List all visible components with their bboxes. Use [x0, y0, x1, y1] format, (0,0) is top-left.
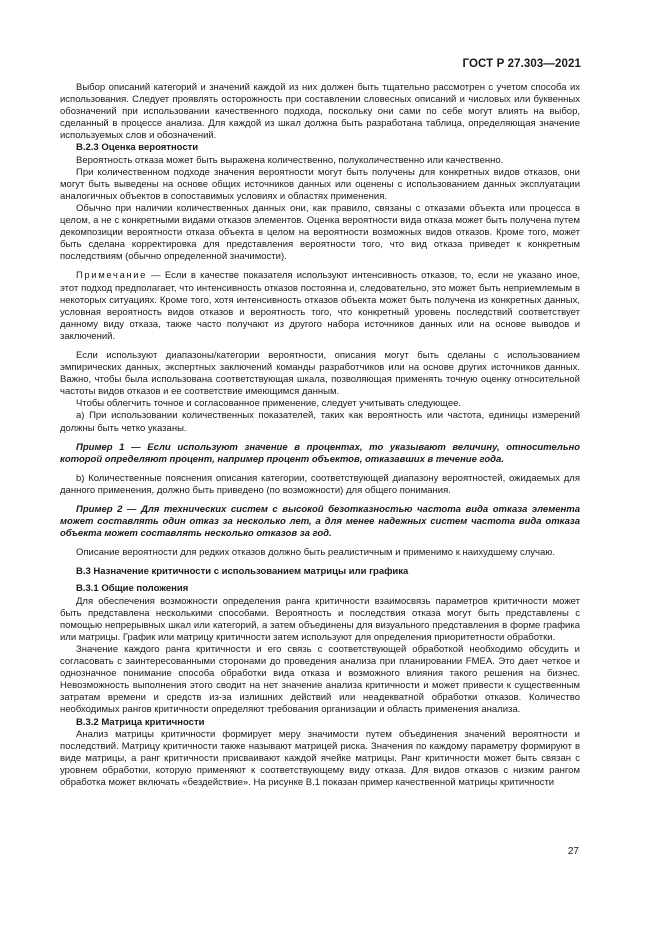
- paragraph: Значение каждого ранга критичности и его связь с соответствующей обработкой необходимо обсудить и согласовать с заинтересованными сторонами до проведения анализа при планировании FMEA. Это дает четкое и однозначное понимание способа обработки вида отказа и возможного влияния такого решения на бизнес. Невозможность выполнения этого сводит на нет значение анализа критичности и может привести к существенным затратам времени и средств из-за излишних действий или неадекватной обработки отказов. Количество необходимых рангов критичности определяют требования организации и область применения анализа.: [60, 643, 580, 716]
- example-2: Пример 2 — Для технических систем с высокой безотказностью частота вида отказа элемента может составлять один отказ за несколько лет, а для менее надежных систем частота вида отказа объекта может составлять несколько отказов за год.: [60, 504, 580, 540]
- document-id-header: ГОСТ Р 27.303—2021: [462, 58, 581, 70]
- paragraph: Выбор описаний категорий и значений каждой из них должен быть тщательно рассмотрен с учетом способа их использования. Следует проявлять осторожность при составлении словесных описаний и числовых или буквенных обозначений при использовании качественного подхода, поскольку они сами по себе могут влиять на выбор, сделанный в процессе анализа. Для каждой из шкал должна быть разработана таблица, определяющая значение используемых слов и обозначений.: [60, 82, 580, 142]
- section-heading-b23: В.2.3 Оценка вероятности: [76, 142, 199, 154]
- note-label: Примечание: [76, 270, 147, 282]
- section-heading-b31: В.3.1 Общие положения: [76, 583, 189, 595]
- example-1: Пример 1 — Если используют значение в процентах, то указывают величину, относительно которой определяют процент, например процент объектов, отказавших в течение года.: [60, 441, 580, 465]
- paragraph: а) При использовании количественных показателей, таких как вероятность или частота, единицы измерений должны быть четко указаны.: [60, 410, 580, 434]
- paragraph: Вероятность отказа может быть выражена количественно, полуколичественно или качественно.: [76, 154, 504, 166]
- section-heading-b3: В.3 Назначение критичности с использованием матрицы или графика: [76, 566, 409, 578]
- paragraph: Если используют диапазоны/категории вероятности, описания могут быть сделаны с использованием эмпирических данных, экспертных заключений команды разработчиков или на основе других источников данных. Важно, чтобы была использована соответствующая шкала, позволяющая применять точную оценку относительной частоты видов отказов и ее соответствие имеющимся данным.: [60, 349, 580, 398]
- paragraph: Чтобы облегчить точное и согласованное применение, следует учитывать следующее.: [76, 398, 462, 410]
- page-number: 27: [567, 846, 579, 857]
- paragraph: При количественном подходе значения вероятности могут быть получены для конкретных видов отказов, они могут быть выведены на основе общих источников данных или оценены с использованием данных эксплуатации аналогичных объектов в сопоставимых условиях и областях применения.: [60, 166, 580, 202]
- page-body: [60, 82, 580, 789]
- note: [60, 270, 580, 343]
- paragraph: Анализ матрицы критичности формирует меру значимости путем объединения значений вероятности и последствий. Матрицу критичности также называют матрицей риска. Значения по каждому параметру формируют в виде матрицы, а ранг критичности присваивают каждой ячейке матрицы. Ранг критичности может быть связан с уровнем обработки, которую применяют к соответствующему виду отказа. Для видов отказов с низким рангом обработка может включать «бездействие». На рисунке В.1 показан пример качественной матрицы критичности: [60, 728, 580, 788]
- section-heading-b32: В.3.2 Матрица критичности: [76, 716, 205, 728]
- paragraph: b) Количественные пояснения описания категории, соответствующей диапазону вероятностей, ожидаемых для данного применения, должно быть приведено (по возможности) для общего понимания.: [60, 472, 580, 496]
- note-text: — Если в качестве показателя используют интенсивность отказов, то, если не указано иное, этот подход предполагает, что интенсивность отказов постоянна и, следовательно, это может быть неприемлемым в некоторых ситуациях. Кроме того, хотя интенсивность отказов объекта может быть получена из конкретных данных, условная вероятность видов отказов и вероятность того, что конкретный уровень последствий соответствует данному виду отказа, также часто получают из другого набора источников данных или на основе выводов и заключений.: [60, 270, 580, 342]
- paragraph: Для обеспечения возможности определения ранга критичности взаимосвязь параметров критичности может быть представлена несколькими способами. Вероятность и последствия отказа могут быть представлены с помощью непрерывных шкал или категорий, а затем объединены для визуального представления в форме графика или матрицы. График или матрицу критичности затем используют для определения приоритетности обработки.: [60, 595, 580, 643]
- paragraph: Описание вероятности для редких отказов должно быть реалистичным и применимо к наихудшему случаю.: [76, 547, 556, 559]
- paragraph: Обычно при наличии количественных данных они, как правило, связаны с отказами объекта или процесса в целом, а не с конкретными видами отказов элементов. Оценка вероятности вида отказа может быть получена путем декомпозиции вероятности отказа объекта в целом на вероятности возможных видов отказов. Кроме того, может быть сделана корректировка для представления вероятности того, что вид отказа приведет к конкретным последствиям (обычно определенной значимости).: [60, 202, 580, 263]
